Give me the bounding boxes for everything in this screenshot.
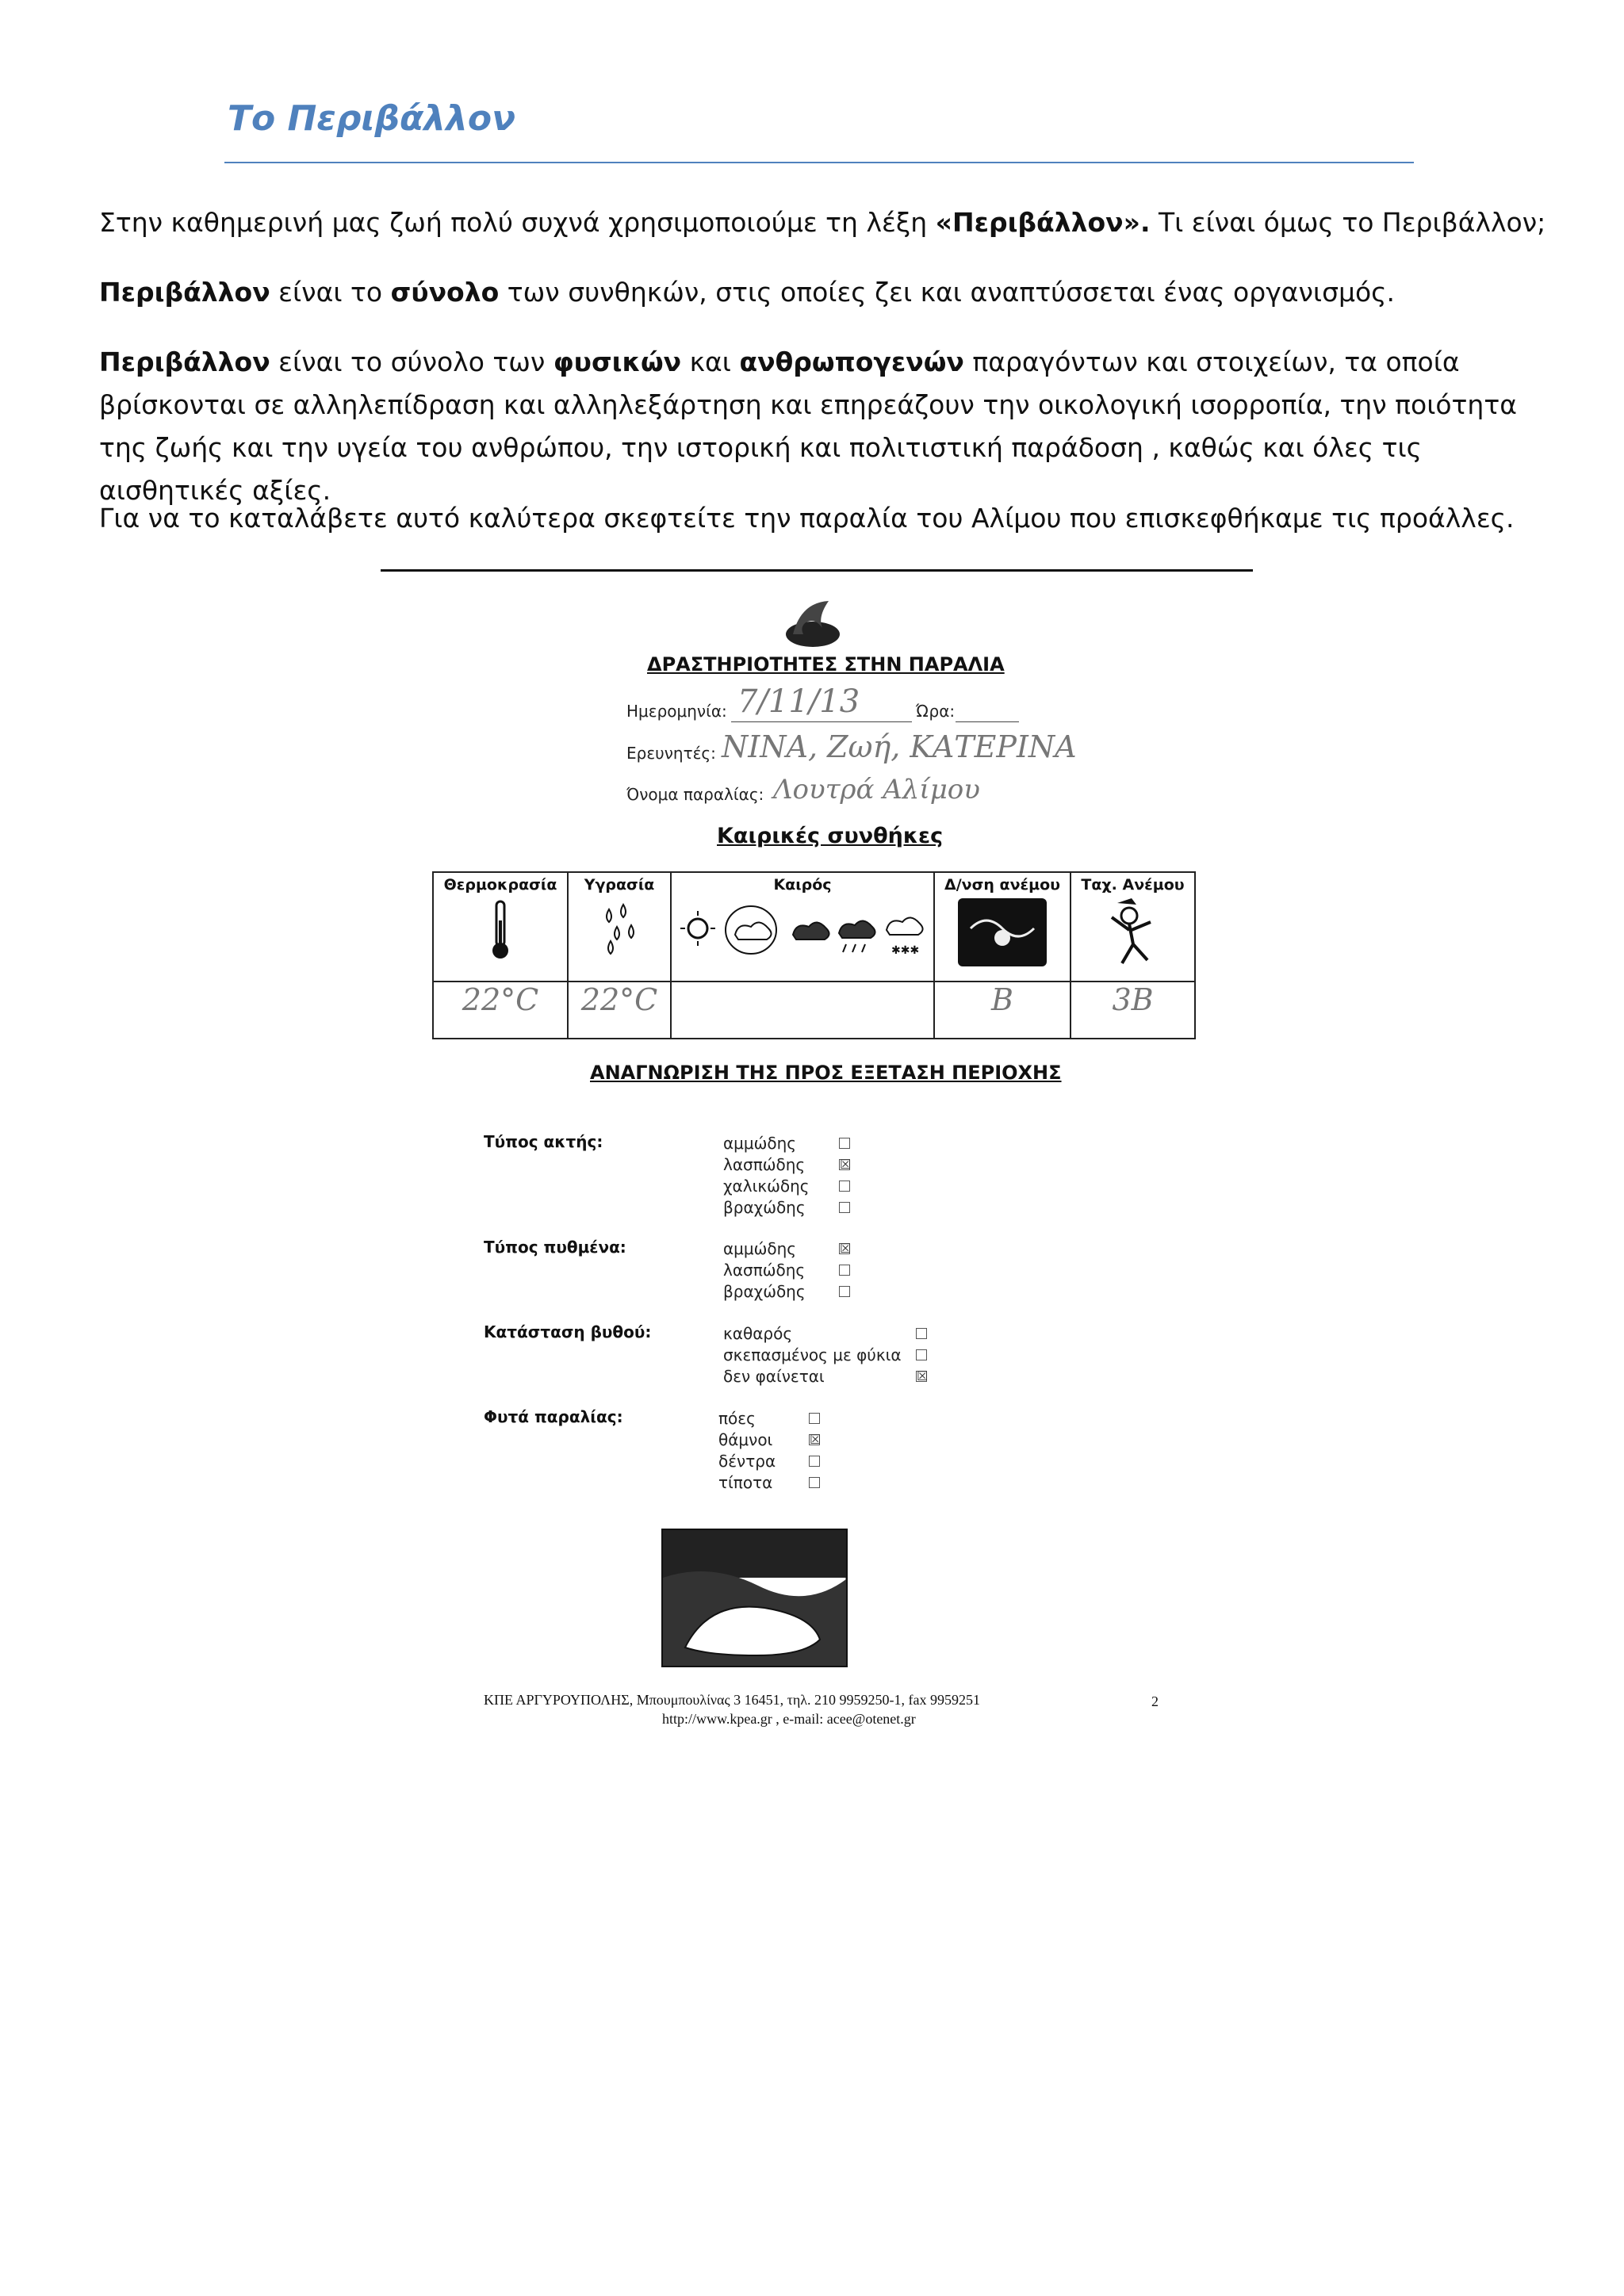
- page-title: Το Περιβάλλον: [228, 98, 516, 139]
- condition-seaweed-checkbox: [916, 1349, 927, 1360]
- humidity-value: 22°C: [568, 982, 671, 1039]
- paragraph-definition-2: [99, 341, 1550, 512]
- researchers-handwritten: ΝΙΝΑ, Ζωή, ΚΑΤΕΡΙΝΑ: [722, 729, 1077, 764]
- weather-value: [671, 982, 934, 1039]
- paragraph-intro: [99, 201, 1550, 244]
- weather-header: Καιρός: [773, 876, 832, 894]
- svg-text:✱✱✱: ✱✱✱: [891, 944, 920, 957]
- date-underline: [731, 721, 912, 722]
- condition-clean-checkbox: [916, 1328, 927, 1339]
- seabed-rocky-checkbox: [839, 1286, 850, 1297]
- condition-not-visible-checkbox: ☒: [917, 1368, 929, 1383]
- weather-conditions-icons: [676, 898, 929, 962]
- raindrops-icon: [599, 901, 639, 957]
- footer-address: ΚΠΕ ΑΡΓΥΡΟΥΠΟΛΗΣ, Μπουμπουλίνας 3 16451, τηλ. 210 9959250-1, fax 9959251: [484, 1692, 980, 1708]
- p1-text: Στην καθημερινή μας ζωή πολύ συχνά χρησιμοποιούμε τη λέξη: [99, 207, 936, 238]
- area-heading: ΑΝΑΓΝΩΡΙΣΗ ΤΗΣ ΠΡΟΣ ΕΞΕΤΑΣΗ ΠΕΡΙΟΧΗΣ: [590, 1062, 1062, 1084]
- snail-logo-icon: [777, 596, 848, 652]
- wind-direction-header: Δ/νση ανέμου: [944, 876, 1060, 894]
- wind-speed-value: 3Β: [1071, 982, 1195, 1039]
- plants-nothing-checkbox: [809, 1477, 820, 1488]
- plants-shrubs-checkbox: ☒: [810, 1432, 822, 1447]
- wind-speed-column: [1071, 872, 1195, 982]
- scan-edge-line: [381, 569, 1253, 572]
- wind-direction-column: [934, 872, 1071, 982]
- footer-web: http://www.kpea.gr , e-mail: acee@otenet.gr: [662, 1711, 916, 1727]
- p3-text-f: παραγόντων και στοιχείων, τα οποία βρίσκονται σε αλληλεπίδραση και αλληλεξάρτηση και επηρεάζουν την οικολογική ισορροπία, την ποιότητα της ζωής και την υγεία του ανθρώπου, την ιστορική και πολιτιστική παράδοση , καθώς και όλες τις αισθητικές αξίες.: [99, 346, 1517, 506]
- title-divider: [224, 162, 1414, 163]
- time-underline: [956, 721, 1019, 722]
- condition-option-seaweed: σκεπασμένος με φύκια: [723, 1345, 902, 1364]
- plants-trees-checkbox: [809, 1456, 820, 1467]
- seabed-option-rocky: βραχώδης: [723, 1282, 806, 1301]
- weather-column: [671, 872, 934, 982]
- temperature-column: [433, 872, 568, 982]
- beach-handwritten: Λουτρά Αλίμου: [773, 774, 980, 806]
- p3-bold-a: Περιβάλλον: [99, 346, 270, 377]
- p3-bold-e: ανθρωπογενών: [739, 346, 964, 377]
- time-label: Ώρα:: [916, 702, 956, 721]
- weather-table: [432, 871, 1196, 1039]
- thermometer-icon: [485, 898, 516, 962]
- seabed-muddy-checkbox: [839, 1265, 850, 1276]
- plants-option-shrubs: θάμνοι: [718, 1430, 773, 1449]
- shore-option-pebbly: χαλικώδης: [723, 1177, 810, 1196]
- wind-direction-value: Β: [934, 982, 1071, 1039]
- researchers-label: Ερευνητές:: [626, 744, 716, 763]
- p2-text-d: των συνθηκών, στις οποίες ζει και αναπτύσσεται ένας οργανισμός.: [499, 277, 1396, 308]
- condition-option-not-visible: δεν φαίνεται: [723, 1367, 825, 1386]
- p1-text-end: Τι είναι όμως το Περιβάλλον;: [1150, 207, 1546, 238]
- p3-bold-c: φυσικών: [553, 346, 682, 377]
- seabed-condition-label: Κατάσταση βυθού:: [484, 1322, 652, 1341]
- plants-option-nothing: τίποτα: [718, 1473, 773, 1492]
- seabed-option-muddy: λασπώδης: [723, 1261, 806, 1280]
- scanned-worksheet: [381, 561, 1261, 1758]
- shore-pebbly-checkbox: [839, 1181, 850, 1192]
- date-label: Ημερομηνία:: [626, 702, 727, 721]
- windblown-man-icon: [1094, 895, 1173, 970]
- humidity-column: [568, 872, 671, 982]
- seabed-option-sandy: αμμώδης: [723, 1239, 797, 1258]
- beach-plants-label: Φυτά παραλίας:: [484, 1407, 623, 1426]
- seabed-type-label: Τύπος πυθμένα:: [484, 1238, 626, 1257]
- shore-rocky-checkbox: [839, 1202, 850, 1213]
- seabed-sandy-checkbox: ☒: [840, 1241, 852, 1256]
- wind-direction-icon: [955, 897, 1050, 968]
- p2-bold-a: Περιβάλλον: [99, 277, 270, 308]
- plants-option-trees: δέντρα: [718, 1452, 776, 1471]
- plants-grass-checkbox: [809, 1413, 820, 1424]
- paragraph-example: Για να το καταλάβετε αυτό καλύτερα σκεφτείτε την παραλία του Αλίμου που επισκεφθήκαμε τις προάλλες.: [99, 503, 1515, 534]
- p3-text-d: και: [681, 346, 740, 377]
- bay-illustration-icon: [661, 1529, 848, 1667]
- footer-page-number: 2: [1151, 1693, 1159, 1709]
- p2-text-b: είναι το: [270, 277, 391, 308]
- temperature-header: Θερμοκρασία: [443, 876, 557, 894]
- shore-type-label: Τύπος ακτής:: [484, 1132, 603, 1151]
- p1-bold: «Περιβάλλον».: [935, 207, 1151, 238]
- paragraph-definition-1: [99, 271, 1550, 314]
- p3-text-b: είναι το σύνολο των: [270, 346, 553, 377]
- shore-sandy-checkbox: [839, 1138, 850, 1149]
- beach-label: Όνομα παραλίας:: [626, 785, 764, 804]
- shore-option-rocky: βραχώδης: [723, 1198, 806, 1217]
- shore-muddy-checkbox: ☒: [840, 1157, 852, 1172]
- wind-speed-header: Ταχ. Ανέμου: [1081, 876, 1185, 894]
- humidity-header: Υγρασία: [584, 876, 655, 894]
- worksheet-title: ΔΡΑΣΤΗΡΙΟΤΗΤΕΣ ΣΤΗΝ ΠΑΡΑΛΙΑ: [647, 653, 1005, 675]
- p2-bold-c: σύνολο: [390, 277, 500, 308]
- shore-option-sandy: αμμώδης: [723, 1134, 797, 1153]
- condition-option-clean: καθαρός: [723, 1324, 793, 1343]
- date-handwritten: 7/11/13: [737, 683, 860, 720]
- plants-option-grass: πόες: [718, 1409, 756, 1428]
- temperature-value: 22°C: [433, 982, 568, 1039]
- weather-heading: Καιρικές συνθήκες: [717, 824, 944, 848]
- shore-option-muddy: λασπώδης: [723, 1155, 806, 1174]
